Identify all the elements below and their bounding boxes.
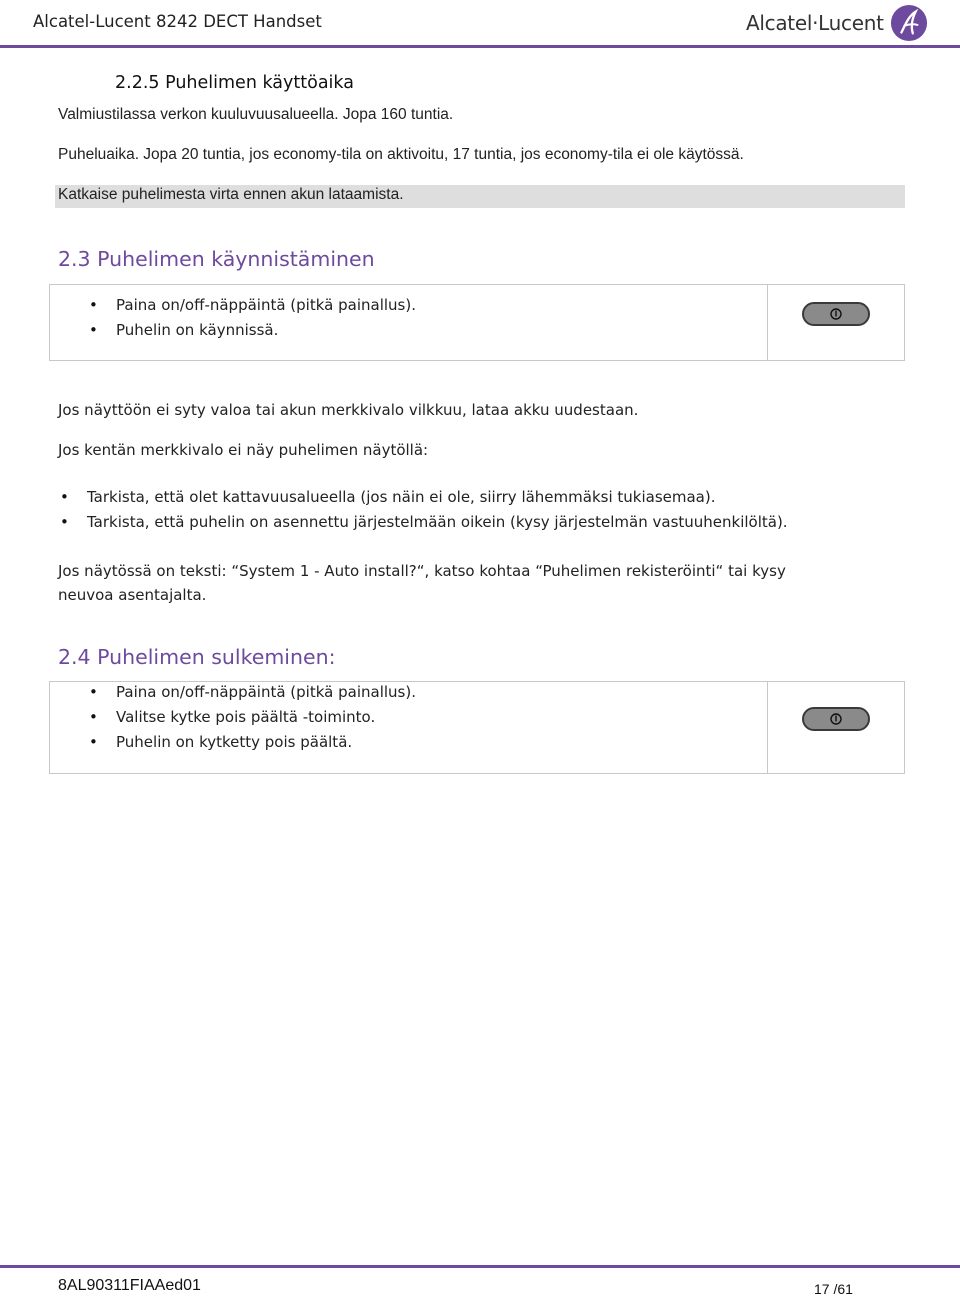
- alcatel-lucent-logo-icon: [890, 4, 928, 42]
- startup-steps-list: [89, 293, 416, 343]
- no-light-info: Jos näyttöön ei syty valoa tai akun merkkivalo vilkkuu, lataa akku uudestaan.: [58, 401, 639, 419]
- section-heading-2-2-5: 2.2.5 Puhelimen käyttöaika: [115, 73, 354, 93]
- bullet-icon: •: [89, 321, 98, 339]
- shutdown-steps-list: [89, 680, 416, 755]
- list-item: • Paina on/off-näppäintä (pitkä painallus).: [116, 293, 416, 318]
- charging-note: Katkaise puhelimesta virta ennen akun lataamista.: [58, 186, 404, 203]
- bullet-icon: •: [89, 708, 98, 726]
- standby-time-text: Valmiustilassa verkon kuuluvuusalueella. Jopa 160 tuntia.: [58, 106, 454, 123]
- list-item: • Puhelin on kytketty pois päältä.: [116, 730, 416, 755]
- note-bar: [55, 185, 905, 208]
- box-divider: [767, 285, 768, 360]
- footer-divider: [0, 1265, 960, 1268]
- list-item: • Puhelin on käynnissä.: [116, 318, 416, 343]
- field-indicator-info: Jos kentän merkkivalo ei näy puhelimen näytöllä:: [58, 441, 429, 459]
- section-heading-2-3: 2.3 Puhelimen käynnistäminen: [58, 247, 375, 271]
- bullet-icon: •: [60, 488, 69, 506]
- bullet-icon: •: [89, 296, 98, 314]
- bullet-icon: •: [60, 513, 69, 531]
- troubleshoot-list: [60, 485, 788, 535]
- section-heading-2-4: 2.4 Puhelimen sulkeminen:: [58, 645, 336, 669]
- page-number: 17 /61: [814, 1281, 853, 1297]
- auto-install-line-1: Jos näytössä on teksti: “System 1 - Auto install?“, katso kohtaa “Puhelimen rekisteröinti“ tai kysy: [58, 562, 786, 580]
- list-item: • Paina on/off-näppäintä (pitkä painallus).: [116, 680, 416, 705]
- auto-install-info: [58, 559, 786, 607]
- box-divider: [767, 682, 768, 773]
- document-title: Alcatel-Lucent 8242 DECT Handset: [33, 12, 322, 31]
- list-item: • Tarkista, että olet kattavuusalueella (jos näin ei ole, siirry lähemmäksi tukiasemaa).: [87, 485, 788, 510]
- auto-install-line-2: neuvoa asentajalta.: [58, 586, 207, 604]
- shutdown-steps-box: [49, 681, 905, 774]
- brand: [746, 3, 928, 43]
- document-reference: 8AL90311FIAAed01: [58, 1277, 201, 1294]
- bullet-icon: •: [89, 683, 98, 701]
- power-key-icon: [802, 302, 870, 326]
- list-item: • Tarkista, että puhelin on asennettu järjestelmään oikein (kysy järjestelmän vastuuhenkilöltä).: [87, 510, 788, 535]
- power-key-icon: [802, 707, 870, 731]
- talk-time-text: Puheluaika. Jopa 20 tuntia, jos economy-tila on aktivoitu, 17 tuntia, jos economy-tila ei ole käytössä.: [58, 146, 744, 163]
- list-item: • Valitse kytke pois päältä -toiminto.: [116, 705, 416, 730]
- startup-steps-box: [49, 284, 905, 361]
- bullet-icon: •: [89, 733, 98, 751]
- page-header: [0, 0, 960, 48]
- brand-name: Alcatel·Lucent: [746, 11, 884, 35]
